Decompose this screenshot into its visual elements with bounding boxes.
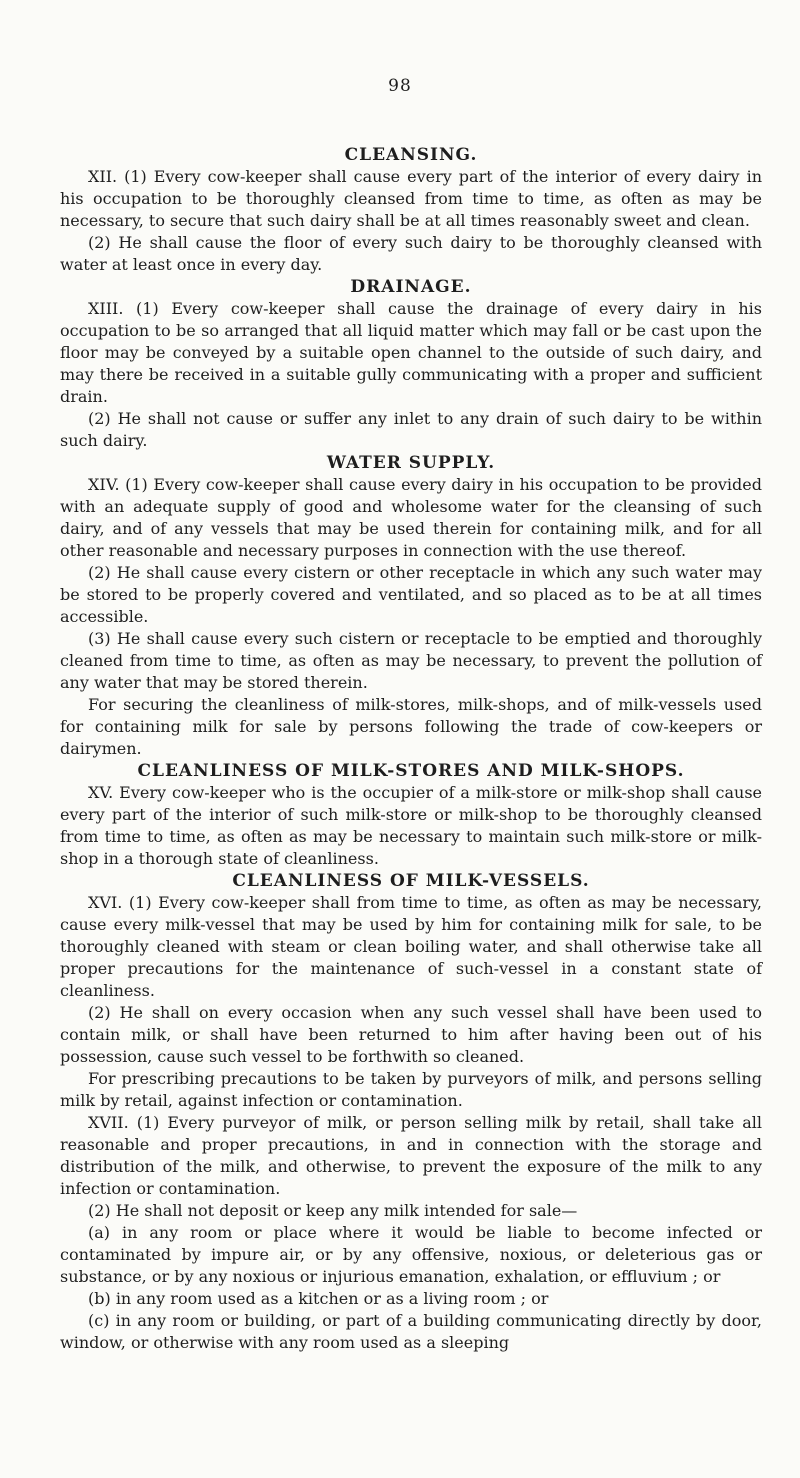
paragraph: XVI. (1) Every cow-keeper shall from time to time, as often as may be necessary, cause every milk-vessel that may be used by him for containing milk for sale, to be thoroughly cleaned with steam or clean boiling water, and shall otherwise take all proper precautions for the maintenance of such-vessel in a constant state of cleanliness. [60, 893, 762, 1000]
document-body [60, 144, 762, 1354]
paragraph: XIV. (1) Every cow-keeper shall cause every dairy in his occupation to be provided with an adequate supply of good and wholesome water for the cleansing of such dairy, and of any vessels that may be used therein for containing milk, and for all other reasonable and necessary purposes in connection with the use thereof. [60, 475, 762, 560]
section-heading-milk-stores: CLEANLINESS OF MILK-STORES AND MILK-SHOPS. [137, 761, 685, 781]
paragraph: For prescribing precautions to be taken by purveyors of milk, and persons selling milk by retail, against infection or contamination. [60, 1069, 762, 1110]
page-number: 98 [388, 76, 412, 96]
section-heading-cleansing: CLEANSING. [344, 145, 478, 165]
paragraph: (2) He shall not deposit or keep any milk intended for sale— [88, 1201, 578, 1220]
paragraph: (c) in any room or building, or part of a building communicating directly by door, window, or otherwise with any room used as a sleeping [60, 1311, 762, 1352]
paragraph: (2) He shall cause every cistern or other receptacle in which any such water may be stored to be properly covered and ventilated, and so placed as to be at all times accessible. [60, 563, 762, 626]
paragraph: (a) in any room or place where it would be liable to become infected or contaminated by impure air, or by any offensive, noxious, or deleterious gas or substance, or by any noxious or injurious emanation, exhalation, or effluvium ; or [60, 1223, 762, 1286]
paragraph: XIII. (1) Every cow-keeper shall cause the drainage of every dairy in his occupation to be so arranged that all liquid matter which may fall or be cast upon the floor may be conveyed by a suitable open channel to the outside of such dairy, and may there be received in a suitable gully communicating with a proper and sufficient drain. [60, 299, 762, 406]
section-heading-milk-vessels: CLEANLINESS OF MILK-VESSELS. [232, 871, 590, 891]
paragraph: XV. Every cow-keeper who is the occupier of a milk-store or milk-shop shall cause every part of the interior of such milk-store or milk-shop to be thoroughly cleansed from time to time, as often as may be necessary to maintain such milk-store or milk-shop in a thorough state of cleanliness. [60, 783, 762, 868]
paragraph: (2) He shall not cause or suffer any inlet to any drain of such dairy to be within such dairy. [60, 409, 762, 450]
paragraph: (2) He shall cause the floor of every such dairy to be thoroughly cleansed with water at least once in every day. [60, 233, 762, 274]
paragraph: XII. (1) Every cow-keeper shall cause every part of the interior of every dairy in his occupation to be thoroughly cleansed from time to time, as often as may be necessary, to secure that such dairy shall be at all times reasonably sweet and clean. [60, 167, 762, 230]
paragraph: (2) He shall on every occasion when any such vessel shall have been used to contain milk, or shall have been returned to him after having been out of his possession, cause such vessel to be forthwith so cleaned. [60, 1003, 762, 1066]
paragraph: For securing the cleanliness of milk-stores, milk-shops, and of milk-vessels used for containing milk for sale by persons following the trade of cow-keepers or dairymen. [60, 695, 762, 758]
paragraph: (3) He shall cause every such cistern or receptacle to be emptied and thoroughly cleaned from time to time, as often as may be necessary, to prevent the pollution of any water that may be stored therein. [60, 629, 762, 692]
section-heading-water-supply: WATER SUPPLY. [326, 453, 496, 473]
paragraph: XVII. (1) Every purveyor of milk, or person selling milk by retail, shall take all reasonable and proper precautions, in and in connection with the storage and distribution of the milk, and otherwise, to prevent the exposure of the milk to any infection or contamination. [60, 1113, 762, 1198]
paragraph: (b) in any room used as a kitchen or as a living room ; or [88, 1289, 549, 1308]
section-heading-drainage: DRAINAGE. [350, 277, 472, 297]
